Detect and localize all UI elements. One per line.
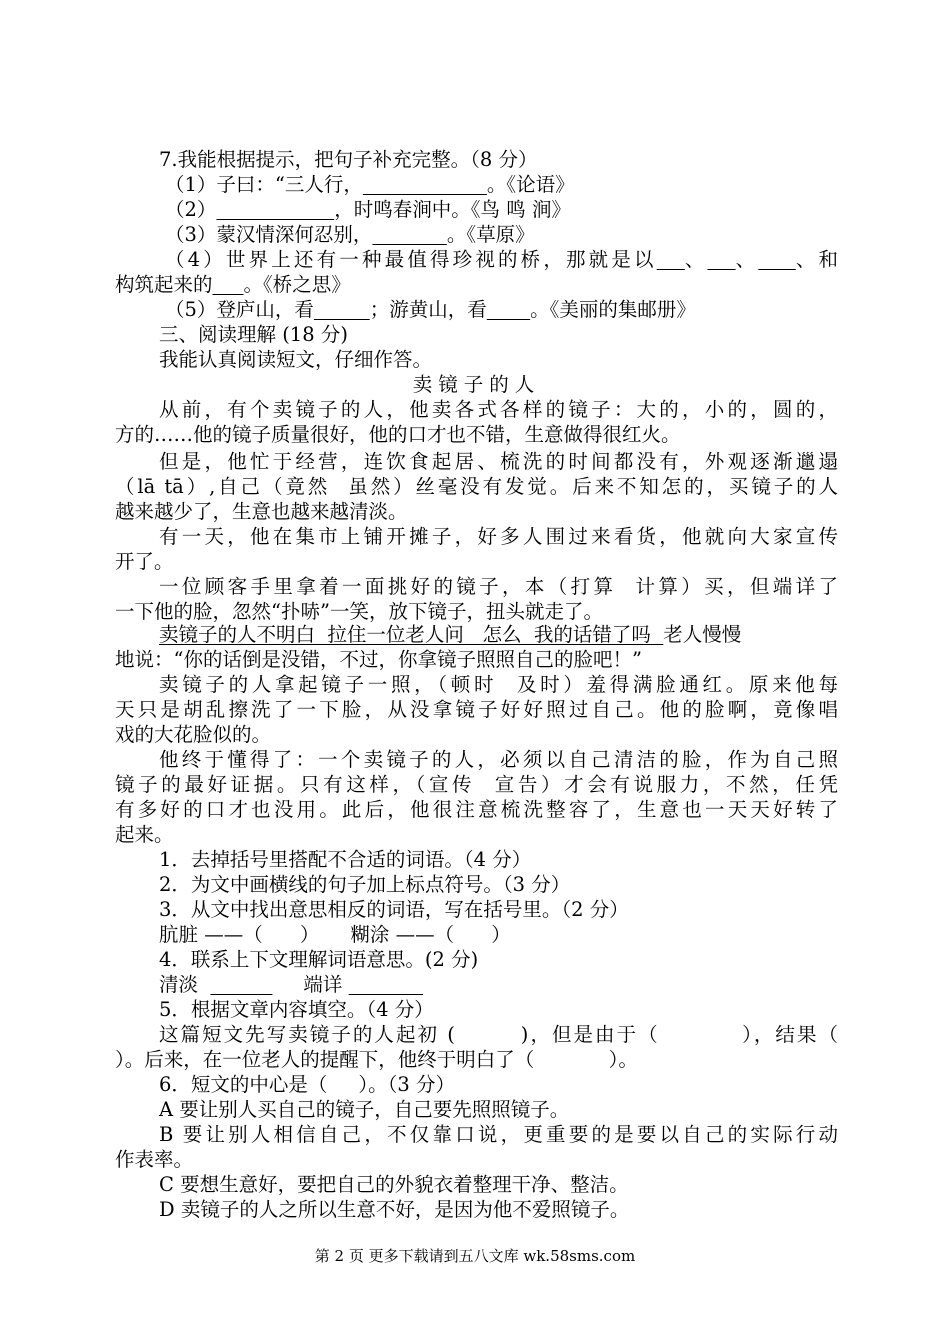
underlined-sentence: 卖镜子的人不明白 拉住一位老人问 怎么 我的话错了吗 xyxy=(159,623,664,646)
option-d[interactable]: D 卖镜子的人之所以生意不好，是因为他不爱照镜子。 xyxy=(159,1198,630,1221)
passage-line: 镜子的最好证据。只有这样，（宣传 宣告）才会有说服力，不然，任凭 xyxy=(115,773,838,796)
passage-line: 方的……他的镜子质量很好，他的口才也不错，生意做得很红火。 xyxy=(115,423,681,446)
question-4: 4．联系上下文理解词语意思。(2 分) xyxy=(159,948,479,971)
passage-line: 地说：“你的话倒是没错，不过，你拿镜子照照自己的脸吧！” xyxy=(115,648,642,671)
blank[interactable] xyxy=(213,273,244,296)
blank[interactable] xyxy=(314,298,370,321)
section-heading: 三、阅读理解 (18 分) xyxy=(159,323,348,346)
question-3-answer-line[interactable]: 肮脏 ——（ ） 糊涂 ——（ ） xyxy=(159,923,511,946)
question-5: 5．根据文章内容填空。（4 分） xyxy=(159,998,434,1021)
passage-line: 有多好的口才也没用。此后，他很注意梳洗整容了，生意也一天天好转了 xyxy=(115,798,838,821)
underlined-sentence-line: 卖镜子的人不明白 拉住一位老人问 怎么 我的话错了吗 老人慢慢 xyxy=(159,623,742,646)
page-footer: 第 2 页 更多下载请到五八文库 wk.58sms.com xyxy=(314,1247,636,1265)
blank[interactable] xyxy=(758,248,795,271)
question-5-line[interactable]: ）。后来，在一位老人的提醒下，他终于明白了（ ）。 xyxy=(115,1048,638,1071)
blank[interactable] xyxy=(372,223,446,246)
passage-line: 越来越少了，生意也越来越清淡。 xyxy=(115,500,408,523)
option-b[interactable]: B 要让别人相信自己，不仅靠口说，更重要的是要以自己的实际行动 xyxy=(159,1123,838,1146)
question-5-line[interactable]: 这篇短文先写卖镜子的人起初 ( )，但是由于（ ），结果（ xyxy=(159,1023,838,1046)
blank[interactable] xyxy=(216,198,334,221)
q7-item-3: （3）蒙汉情深何忍别， 。《草原》 xyxy=(165,223,535,246)
question-1: 1．去掉括号里搭配不合适的词语。（4 分） xyxy=(159,848,532,871)
passage-line: 卖镜子的人拿起镜子一照，（顿时 及时）羞得满脸通红。原来他每 xyxy=(159,673,838,696)
blank[interactable] xyxy=(657,248,685,271)
blank[interactable] xyxy=(210,973,272,996)
question-2: 2．为文中画横线的句子加上标点符号。（3 分） xyxy=(159,873,571,896)
blank[interactable] xyxy=(349,973,423,996)
blank[interactable] xyxy=(708,248,736,271)
blank[interactable] xyxy=(363,173,487,196)
passage-line: 起来。 xyxy=(115,823,174,846)
section-instruction: 我能认真阅读短文，仔细作答。 xyxy=(159,348,433,371)
q7-heading: 7.我能根据提示，把句子补充完整。（8 分） xyxy=(159,148,538,171)
q7-item-5: （5）登庐山，看 ；游黄山，看 。《美丽的集邮册》 xyxy=(165,298,696,321)
passage-line: 天只是胡乱擦洗了一下脸，从没拿镜子好好照过自己。他的脸啊，竟像唱 xyxy=(115,698,838,721)
blank[interactable] xyxy=(487,298,530,321)
q7-item-4-line-2: 构筑起来的 。《桥之思》 xyxy=(115,273,351,296)
passage-line: 一位顾客手里拿着一面挑好的镜子，本（打算 计算）买，但端详了 xyxy=(159,575,838,598)
question-6: 6．短文的中心是（ ）。（3 分） xyxy=(159,1073,456,1096)
passage-line: 戏的大花脸似的。 xyxy=(115,723,272,746)
passage-line: 一下他的脸，忽然“扑哧”一笑，放下镜子，扭头就走了。 xyxy=(115,600,603,623)
option-a[interactable]: A 要让别人买自己的镜子，自己要先照照镜子。 xyxy=(159,1098,570,1121)
passage-line: 开了。 xyxy=(115,550,174,573)
passage-line: 他终于懂得了：一个卖镜子的人，必须以自己清洁的脸，作为自己照 xyxy=(159,748,838,771)
passage-line: 有一天，他在集市上铺开摊子，好多人围过来看货，他就向大家宣传 xyxy=(159,525,838,548)
passage-title: 卖镜子的人 xyxy=(412,373,541,396)
passage-line: 但是，他忙于经营，连饮食起居、梳洗的时间都没有，外观逐渐邋遢 xyxy=(159,450,838,473)
option-b-cont[interactable]: 作表率。 xyxy=(115,1148,194,1171)
option-c[interactable]: C 要想生意好，要把自己的外貌衣着整理干净、整洁。 xyxy=(159,1173,629,1196)
question-3: 3．从文中找出意思相反的词语，写在括号里。（2 分） xyxy=(159,898,629,921)
passage-line: （lā tā）,自己（竟然 虽然）丝毫没有发觉。后来不知怎的，买镜子的人 xyxy=(115,475,838,498)
question-4-answer-line: 清淡 端详 xyxy=(159,973,838,997)
passage-line: 从前，有个卖镜子的人，他卖各式各样的镜子：大的，小的，圆的， xyxy=(159,398,838,421)
q7-item-1: （1）子曰：“三人行， 。《论语》 xyxy=(165,173,575,196)
q7-item-4-line-1: （4）世界上还有一种最值得珍视的桥，那就是以 、 、 、和 xyxy=(165,248,838,271)
q7-item-2: （2） ，时鸣春涧中。《鸟 鸣 涧》 xyxy=(165,198,571,221)
